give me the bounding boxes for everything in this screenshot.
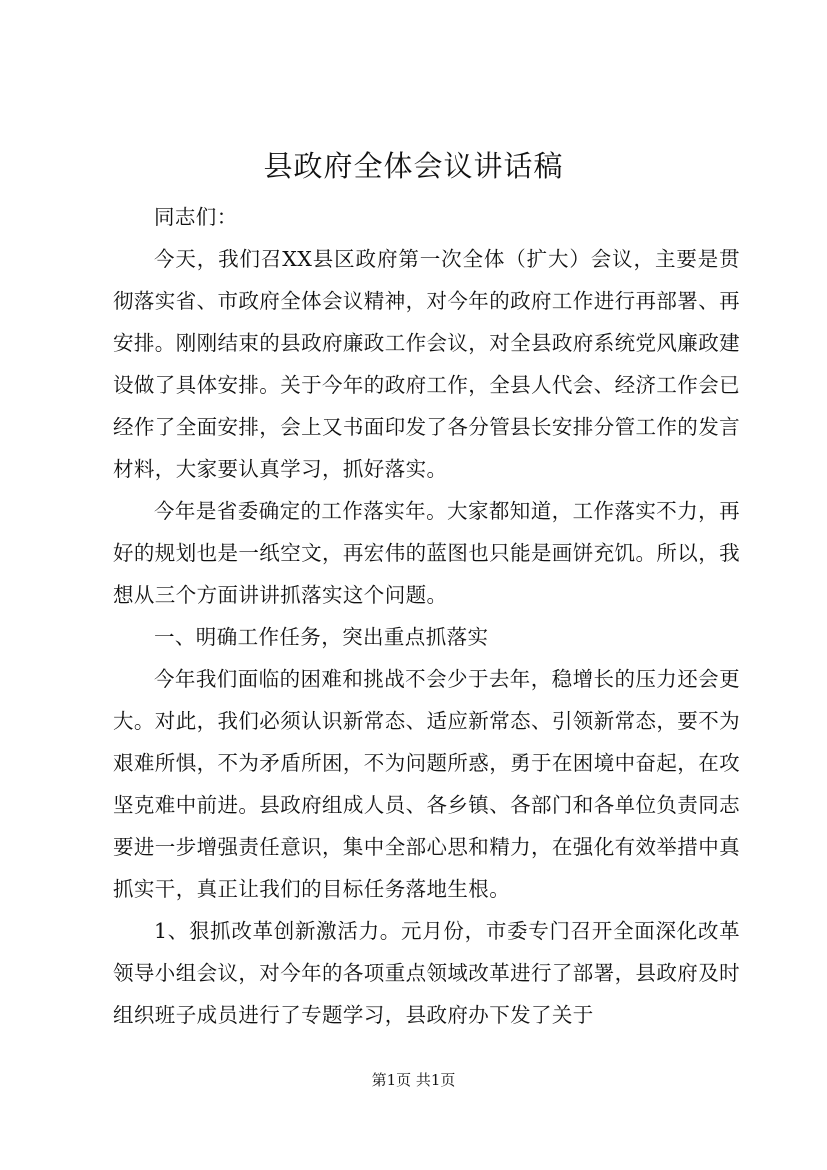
document-title: 县政府全体会议讲话稿 (263, 149, 564, 183)
body-paragraph: 今年我们面临的困难和挑战不会少于去年，稳增长的压力还会更大。对此，我们必须认识新常态、适应新常态、引领新常态，要不为艰难所惧，不为矛盾所困，不为问题所惑，勇于在困境中奋起，在攻坚克难中前进。县政府组成人员、各乡镇、各部门和各单位负责同志要进一步增强责任意识，集中全部心思和精力，在强化有效举措中真抓实干，真正让我们的目标任务落地生根。 (113, 667, 740, 901)
page-footer: 第1页 共1页 (371, 1071, 456, 1089)
body-paragraph: 今天，我们召XX县区政府第一次全体（扩大）会议，主要是贯彻落实省、市政府全体会议精神，对今年的政府工作进行再部署、再安排。刚刚结束的县政府廉政工作会议，对全县政府系统党风廉政建设做了具体安排。关于今年的政府工作，全县人代会、经济工作会已经作了全面安排，会上又书面印发了各分管县长安排分管工作的发言材料，大家要认真学习，抓好落实。 (113, 247, 740, 481)
salutation-paragraph: 同志们： (154, 205, 238, 229)
document-body (113, 196, 740, 1036)
section-heading: 一、明确工作任务，突出重点抓落实 (154, 625, 489, 649)
body-paragraph: 今年是省委确定的工作落实年。大家都知道，工作落实不力，再好的规划也是一纸空文，再宏伟的蓝图也只能是画饼充饥。所以，我想从三个方面讲讲抓落实这个问题。 (113, 499, 740, 607)
body-paragraph: 1、狠抓改革创新激活力。元月份，市委专门召开全面深化改革领导小组会议，对今年的各项重点领域改革进行了部署，县政府及时组织班子成员进行了专题学习，县政府办下发了关于 (113, 919, 740, 1027)
